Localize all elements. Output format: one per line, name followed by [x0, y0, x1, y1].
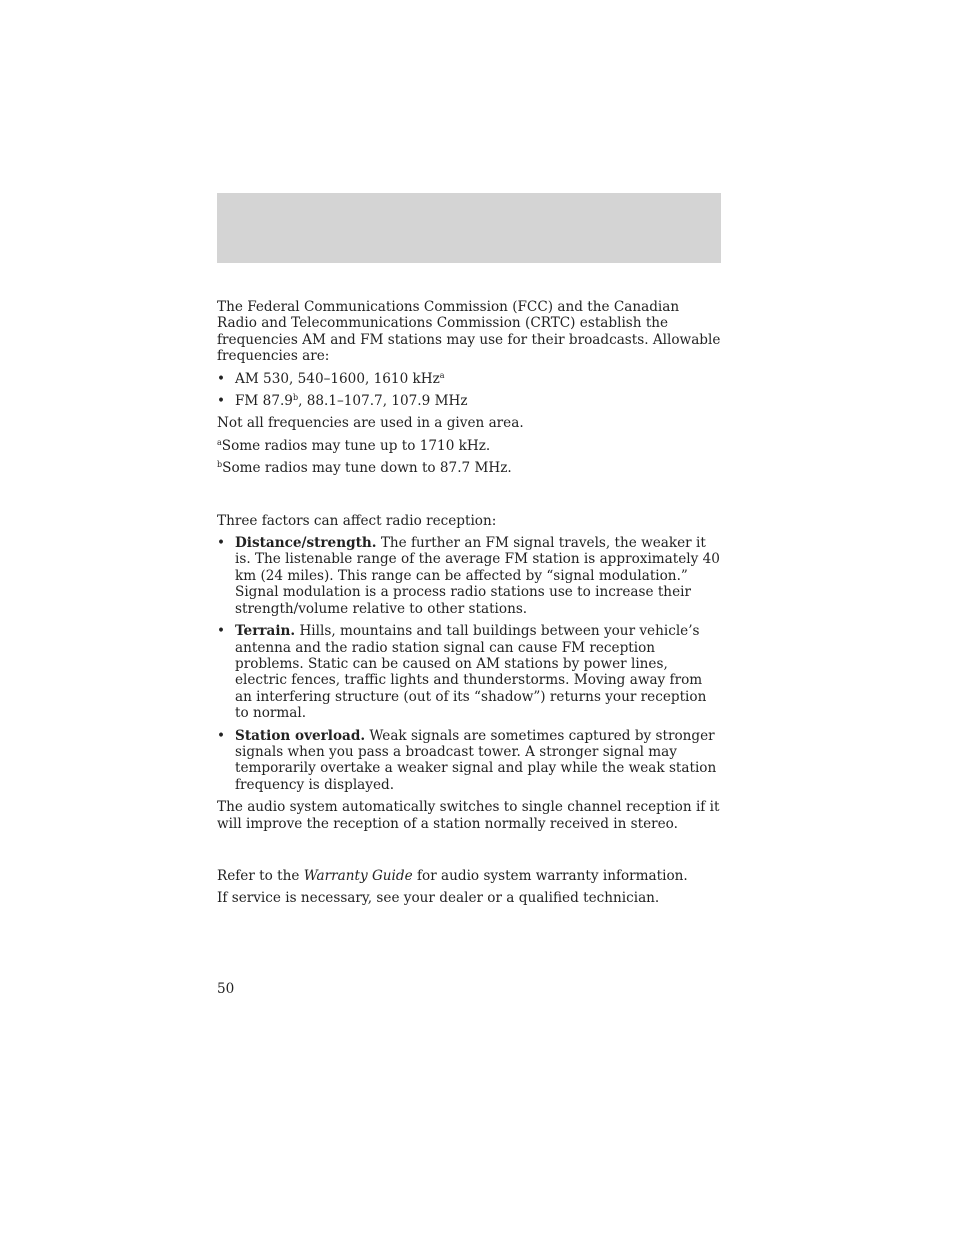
footnote-b-text: Some radios may tune down to 87.7 MHz.	[222, 460, 512, 477]
factor-title: Station overload.	[235, 727, 366, 744]
footnote-a-mark: a	[217, 437, 222, 447]
list-item-am	[217, 371, 723, 387]
fm-frequencies-suffix: , 88.1–107.7, 107.9 MHz	[298, 393, 468, 410]
service-note: If service is necessary, see your dealer or a qualified technician.	[217, 890, 660, 907]
warranty-reference	[217, 868, 723, 884]
page-number: 50	[217, 981, 235, 997]
frequency-list	[217, 371, 723, 410]
footnote-a-text: Some radios may tune up to 1710 kHz.	[221, 437, 491, 454]
list-item-distance	[217, 535, 723, 617]
warranty-suffix: for audio system warranty information.	[412, 867, 688, 884]
factor-text: Weak signals are sometimes captured by stronger signals when you pass a broadcast tower. A stronger signal may temporarily overtake a weaker signal and play while the weak station frequency is displayed.	[235, 727, 717, 793]
factor-title: Terrain.	[235, 623, 296, 640]
list-item-fm	[217, 393, 723, 409]
footnote-ref-a: a	[439, 370, 445, 380]
frequencies-intro: The Federal Communications Commission (FCC) and the Canadian Radio and Telecommunications Commission (CRTC) establish the frequencies AM and FM stations may use for their broadcasts. Allowable frequencies are:	[217, 299, 721, 365]
footnote-b	[217, 460, 723, 476]
reception-closing: The audio system automatically switches to single channel reception if it will improve the reception of a station normally received in stereo.	[217, 799, 720, 832]
warranty-prefix: Refer to the	[217, 867, 304, 884]
page-content	[217, 299, 723, 907]
am-frequencies: AM 530, 540–1600, 1610 kHz	[235, 370, 440, 387]
reception-intro: Three factors can affect radio reception:	[217, 512, 497, 529]
section-header-band	[217, 193, 721, 263]
list-item-terrain	[217, 623, 723, 721]
bullet-icon: •	[217, 727, 226, 744]
fm-frequencies-prefix: FM 87.9	[235, 393, 293, 410]
warranty-guide-title: Warranty Guide	[303, 867, 413, 884]
footnote-ref-b: b	[292, 393, 299, 403]
footnote-a	[217, 438, 723, 454]
bullet-icon: •	[217, 535, 226, 552]
bullet-icon: •	[217, 370, 226, 387]
list-item-overload	[217, 728, 723, 794]
bullet-icon: •	[217, 393, 226, 410]
frequencies-note: Not all frequencies are used in a given area.	[217, 415, 524, 432]
factor-text: Hills, mountains and tall buildings between your vehicle’s antenna and the radio station signal can cause FM reception problems. Static can be caused on AM stations by power lines, electric fences, traffic lights and thunderstorms. Moving away from an interfering structure (out of its “shadow”) returns your reception to normal.	[235, 623, 707, 722]
bullet-icon: •	[217, 623, 226, 640]
footnote-b-mark: b	[217, 460, 223, 470]
factor-title: Distance/strength.	[235, 535, 377, 552]
reception-factors-list	[217, 535, 723, 793]
factor-text: The further an FM signal travels, the weaker it is. The listenable range of the average FM station is approximately 40 km (24 miles). This range can be affected by “signal modulation.” Signal modulation is a process radio stations use to increase their strength/volume relative to other stations.	[235, 535, 720, 617]
